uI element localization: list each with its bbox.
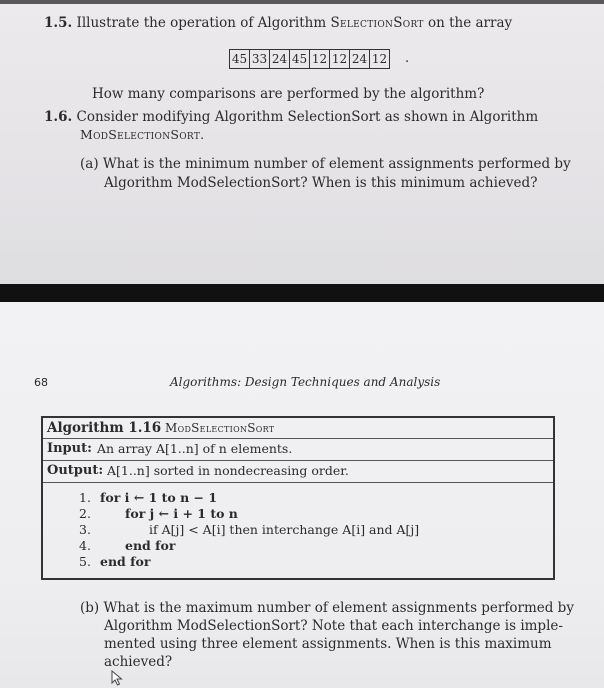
- question-1-5-text-before: Illustrate the operation of Algorithm: [76, 15, 327, 31]
- algorithm-output-label: Output:: [47, 463, 104, 478]
- code-line-number: 2.: [79, 506, 91, 521]
- array-cell: 12: [371, 52, 388, 66]
- page-gap: [0, 284, 604, 302]
- array-cell: 12: [310, 50, 330, 68]
- array-figure: [229, 49, 390, 69]
- code-line-number: 3.: [79, 522, 91, 537]
- code-line: for i ← 1 to n − 1: [100, 490, 218, 505]
- page-number: 68: [34, 376, 48, 389]
- question-1-6-line1: Consider modifying Algorithm SelectionSort as shown in Algorithm: [76, 109, 539, 125]
- page-edge: [0, 0, 604, 4]
- array-period: .: [405, 51, 410, 66]
- algorithm-input-row: [43, 438, 553, 461]
- part-a-line1: What is the minimum number of element assignments performed by: [102, 156, 571, 172]
- question-1-6-number: 1.6.: [44, 109, 73, 125]
- part-b-line3: mented using three element assignments. When is this maximum: [104, 636, 552, 652]
- part-a: [80, 156, 571, 172]
- question-1-6: [44, 109, 538, 125]
- question-1-5-number: 1.5.: [44, 15, 73, 31]
- array-cell: 45: [230, 50, 250, 68]
- algorithm-title-name: ModSelectionSort: [165, 421, 275, 435]
- code-line: end for: [125, 538, 176, 553]
- algorithm-title-row: [43, 418, 553, 439]
- algorithm-input-label: Input:: [47, 441, 92, 456]
- current-page: [0, 302, 604, 688]
- question-1-5-algo-name: SelectionSort: [330, 15, 424, 31]
- part-b-line4: achieved?: [104, 654, 173, 670]
- array-cell: 33: [250, 50, 270, 68]
- algorithm-output-row: [43, 460, 553, 483]
- algorithm-box: [41, 416, 555, 580]
- question-1-5: [44, 15, 512, 31]
- array-cell: 24: [350, 50, 370, 68]
- question-1-5-text-after: on the array: [427, 15, 513, 31]
- array-cell: 12: [330, 50, 350, 68]
- code-line-number: 4.: [79, 538, 91, 553]
- part-a-line2: Algorithm ModSelectionSort? When is this minimum achieved?: [104, 175, 538, 191]
- mouse-pointer-icon: [111, 670, 123, 686]
- code-line: for j ← i + 1 to n: [125, 506, 238, 521]
- code-line: if A[j] < A[i] then interchange A[i] and A[j]: [149, 522, 420, 537]
- algorithm-output-text: A[1..n] sorted in nondecreasing order.: [107, 463, 349, 478]
- part-b-line1: What is the maximum number of element assignments performed by: [103, 600, 574, 616]
- part-a-label: (a): [80, 156, 99, 172]
- algorithm-title-label: Algorithm 1.16: [47, 420, 162, 436]
- array-cell: 45: [290, 50, 310, 68]
- code-line: end for: [100, 554, 151, 569]
- question-1-6-line2: ModSelectionSort.: [80, 127, 205, 142]
- part-b-label: (b): [80, 600, 100, 616]
- running-header: Algorithms: Design Techniques and Analysis: [170, 375, 441, 389]
- array-cell: 24: [270, 50, 290, 68]
- previous-page: [0, 0, 604, 284]
- part-b: [80, 600, 574, 616]
- algorithm-input-text: An array A[1..n] of n elements.: [97, 441, 293, 456]
- code-line-number: 5.: [79, 554, 91, 569]
- question-1-5-followup: How many comparisons are performed by the algorithm?: [92, 86, 485, 102]
- code-line-number: 1.: [79, 490, 91, 505]
- part-b-line2: Algorithm ModSelectionSort? Note that each interchange is imple-: [104, 618, 563, 634]
